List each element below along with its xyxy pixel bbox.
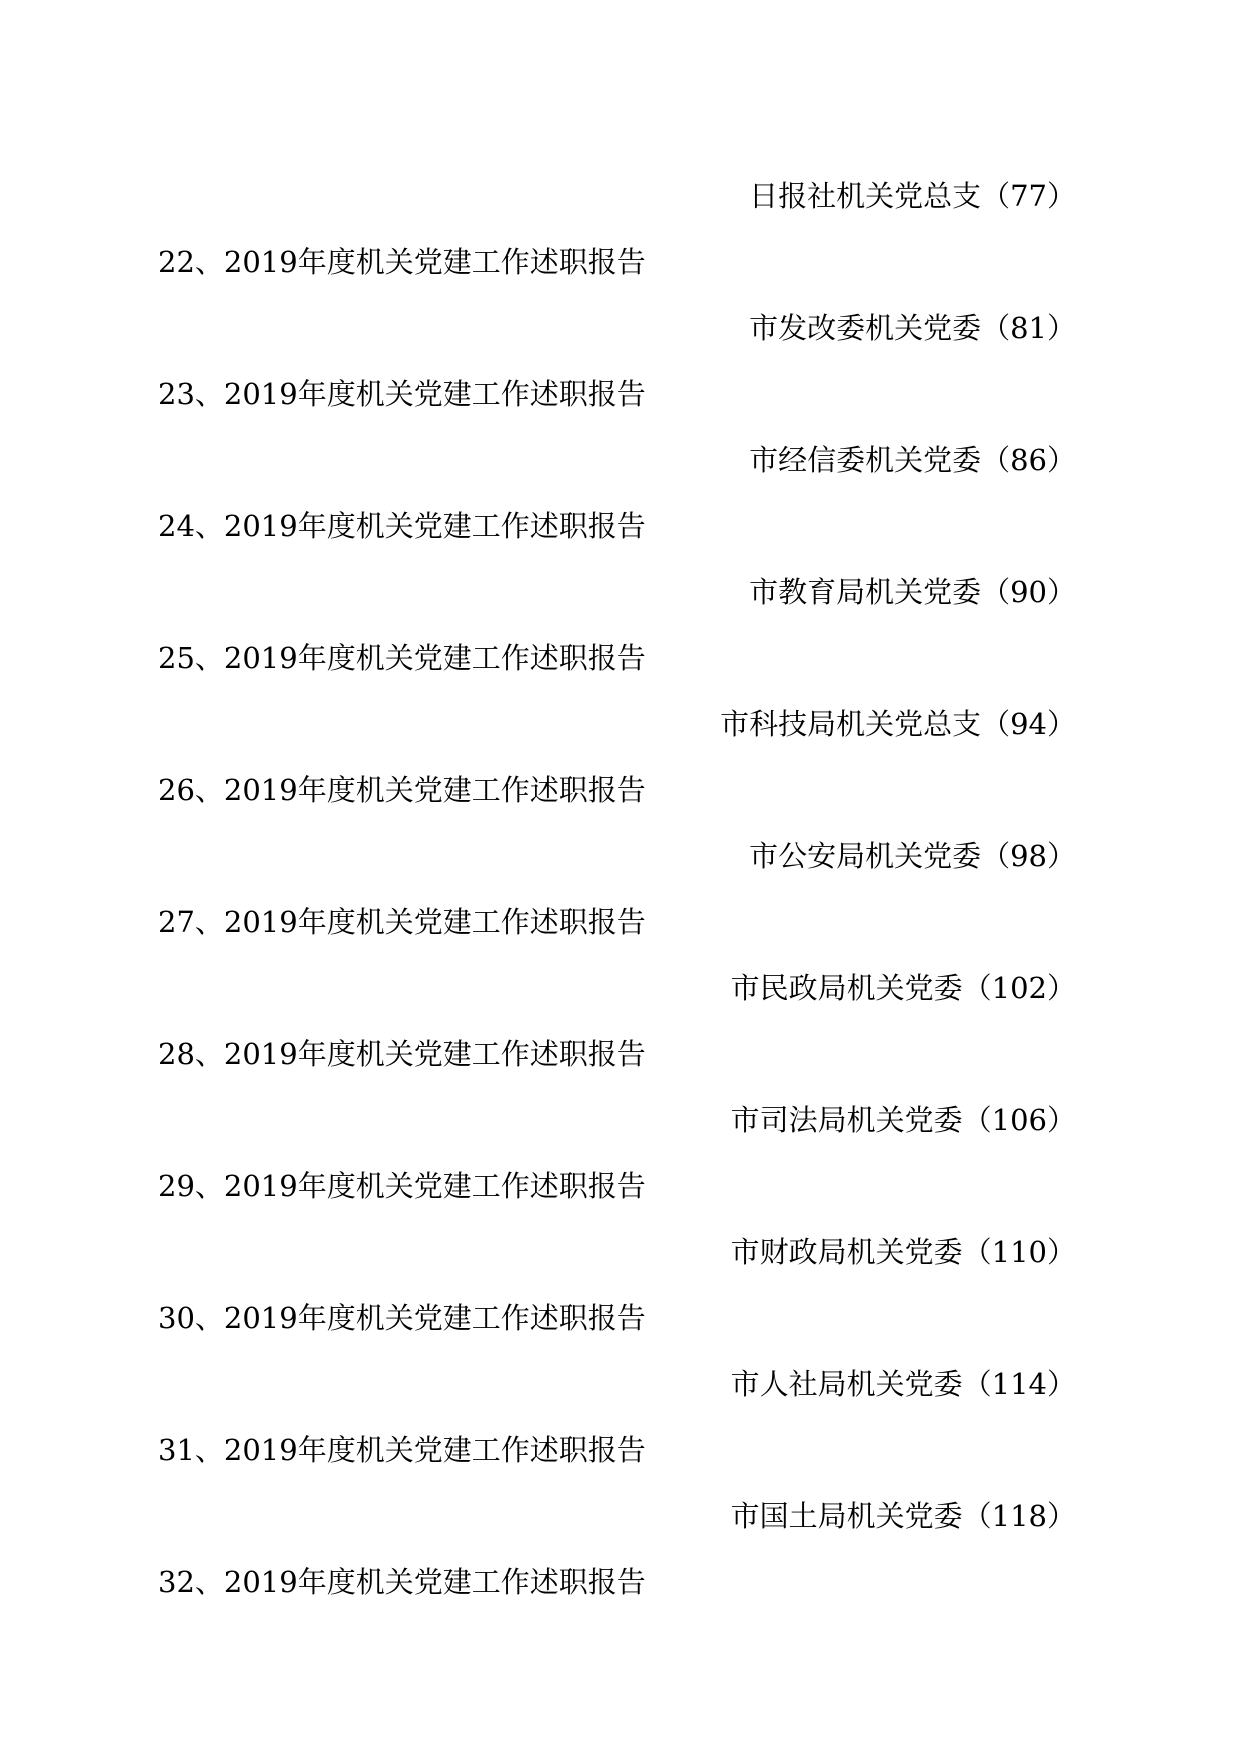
toc-org-line: 市司法局机关党委（106） [730,1103,1076,1137]
toc-org-line: 市公安局机关党委（98） [749,839,1076,873]
toc-org-line: 市民政局机关党委（102） [730,971,1076,1005]
toc-entry-title: 32、2019年度机关党建工作述职报告 [158,1565,646,1599]
toc-org-line: 市经信委机关党委（86） [749,443,1076,477]
toc-entry-title: 31、2019年度机关党建工作述职报告 [158,1433,646,1467]
toc-org-line: 日报社机关党总支（77） [749,179,1076,213]
toc-entry-title: 26、2019年度机关党建工作述职报告 [158,773,646,807]
toc-org-line: 市国土局机关党委（118） [730,1499,1076,1533]
toc-org-line: 市科技局机关党总支（94） [720,707,1076,741]
toc-entry-title: 28、2019年度机关党建工作述职报告 [158,1037,646,1071]
toc-entry-title: 29、2019年度机关党建工作述职报告 [158,1169,646,1203]
toc-entry-title: 27、2019年度机关党建工作述职报告 [158,905,646,939]
toc-org-line: 市教育局机关党委（90） [749,575,1076,609]
toc-entry-title: 22、2019年度机关党建工作述职报告 [158,245,646,279]
toc-entry-title: 23、2019年度机关党建工作述职报告 [158,377,646,411]
toc-org-line: 市财政局机关党委（110） [730,1235,1076,1269]
toc-entry-title: 30、2019年度机关党建工作述职报告 [158,1301,646,1335]
toc-entry-title: 24、2019年度机关党建工作述职报告 [158,509,646,543]
toc-org-line: 市人社局机关党委（114） [730,1367,1076,1401]
toc-org-line: 市发改委机关党委（81） [749,311,1076,345]
toc-entry-title: 25、2019年度机关党建工作述职报告 [158,641,646,675]
